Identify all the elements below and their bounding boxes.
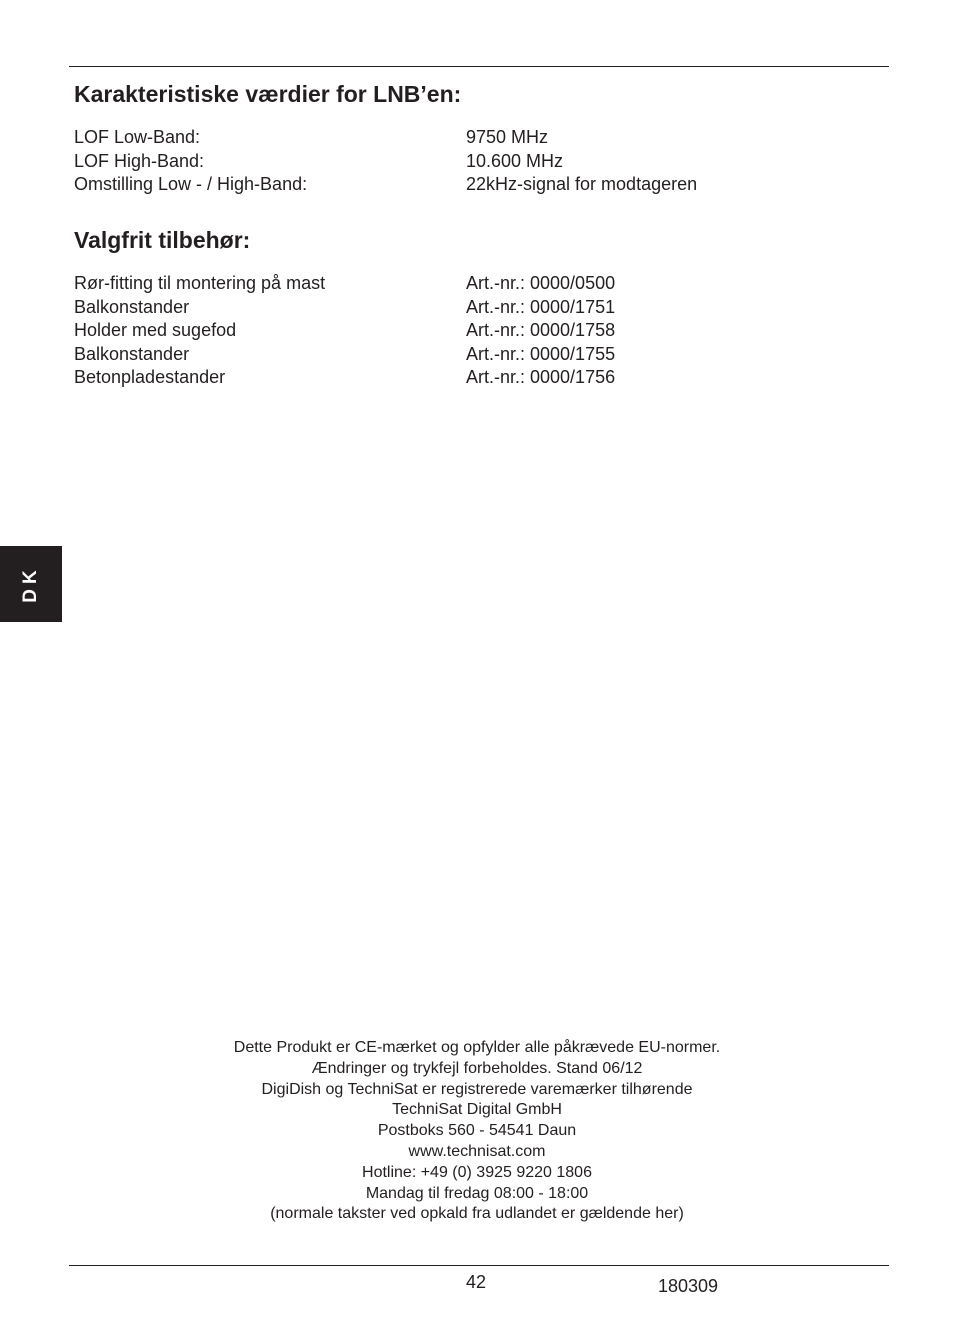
accessory-name: Holder med sugefod [74, 320, 237, 340]
footer-line: DigiDish og TechniSat er registrerede varemærker tilhørende [261, 1080, 693, 1098]
page-number: 42 [466, 1272, 487, 1292]
lnb-values-table [74, 126, 774, 197]
spec-row [74, 173, 774, 197]
accessories-table [74, 272, 774, 390]
spec-label: LOF High-Band: [74, 150, 205, 171]
accessory-article-number: Art.-nr.: 0000/0500 [466, 273, 616, 293]
accessory-name: Balkonstander [74, 343, 190, 364]
spec-label: LOF Low-Band: [74, 127, 201, 147]
accessory-article-number: Art.-nr.: 0000/1758 [466, 320, 616, 340]
accessory-row [74, 366, 774, 390]
accessory-row [74, 319, 774, 343]
accessory-name: Balkonstander [74, 296, 190, 317]
language-tab-label: DK [20, 565, 41, 603]
accessory-name: Rør-fitting til montering på mast [74, 273, 326, 293]
accessory-article-number: Art.-nr.: 0000/1755 [466, 343, 616, 364]
spec-value: 9750 MHz [466, 127, 549, 147]
top-rule [69, 66, 889, 67]
footer-line: Postboks 560 - 54541 Daun [377, 1122, 577, 1140]
bottom-rule [69, 1265, 889, 1266]
language-tab [0, 546, 62, 622]
footer-line: Ændringer og trykfejl forbeholdes. Stand 06/12 [311, 1059, 643, 1077]
spec-row [74, 126, 774, 150]
accessory-article-number: Art.-nr.: 0000/1751 [466, 296, 616, 317]
footer-line: www.technisat.com [408, 1142, 546, 1160]
accessory-article-number: Art.-nr.: 0000/1756 [466, 367, 616, 387]
footer-notice [0, 1038, 954, 1225]
accessory-row [74, 272, 774, 296]
footer-line: Dette Produkt er CE-mærket og opfylder alle påkrævede EU-normer. [233, 1039, 721, 1056]
spec-label: Omstilling Low - / High-Band: [74, 174, 308, 194]
spec-value: 22kHz-signal for modtageren [466, 174, 698, 194]
section-heading-accessories: Valgfrit tilbehør: [74, 227, 251, 253]
section-heading-lnb-values: Karakteristiske værdier for LNB’en: [74, 81, 462, 107]
accessory-name: Betonpladestander [74, 367, 226, 387]
footer-line: TechniSat Digital GmbH [392, 1101, 562, 1119]
accessory-row [74, 296, 774, 320]
document-code: 180309 [658, 1276, 719, 1296]
spec-row [74, 150, 774, 174]
footer-line: Mandag til fredag 08:00 - 18:00 [365, 1184, 589, 1202]
footer-line: (normale takster ved opkald fra udlandet er gældende her) [270, 1205, 684, 1223]
accessory-row [74, 343, 774, 367]
spec-value: 10.600 MHz [466, 150, 564, 171]
footer-line: Hotline: +49 (0) 3925 9220 1806 [362, 1163, 592, 1181]
